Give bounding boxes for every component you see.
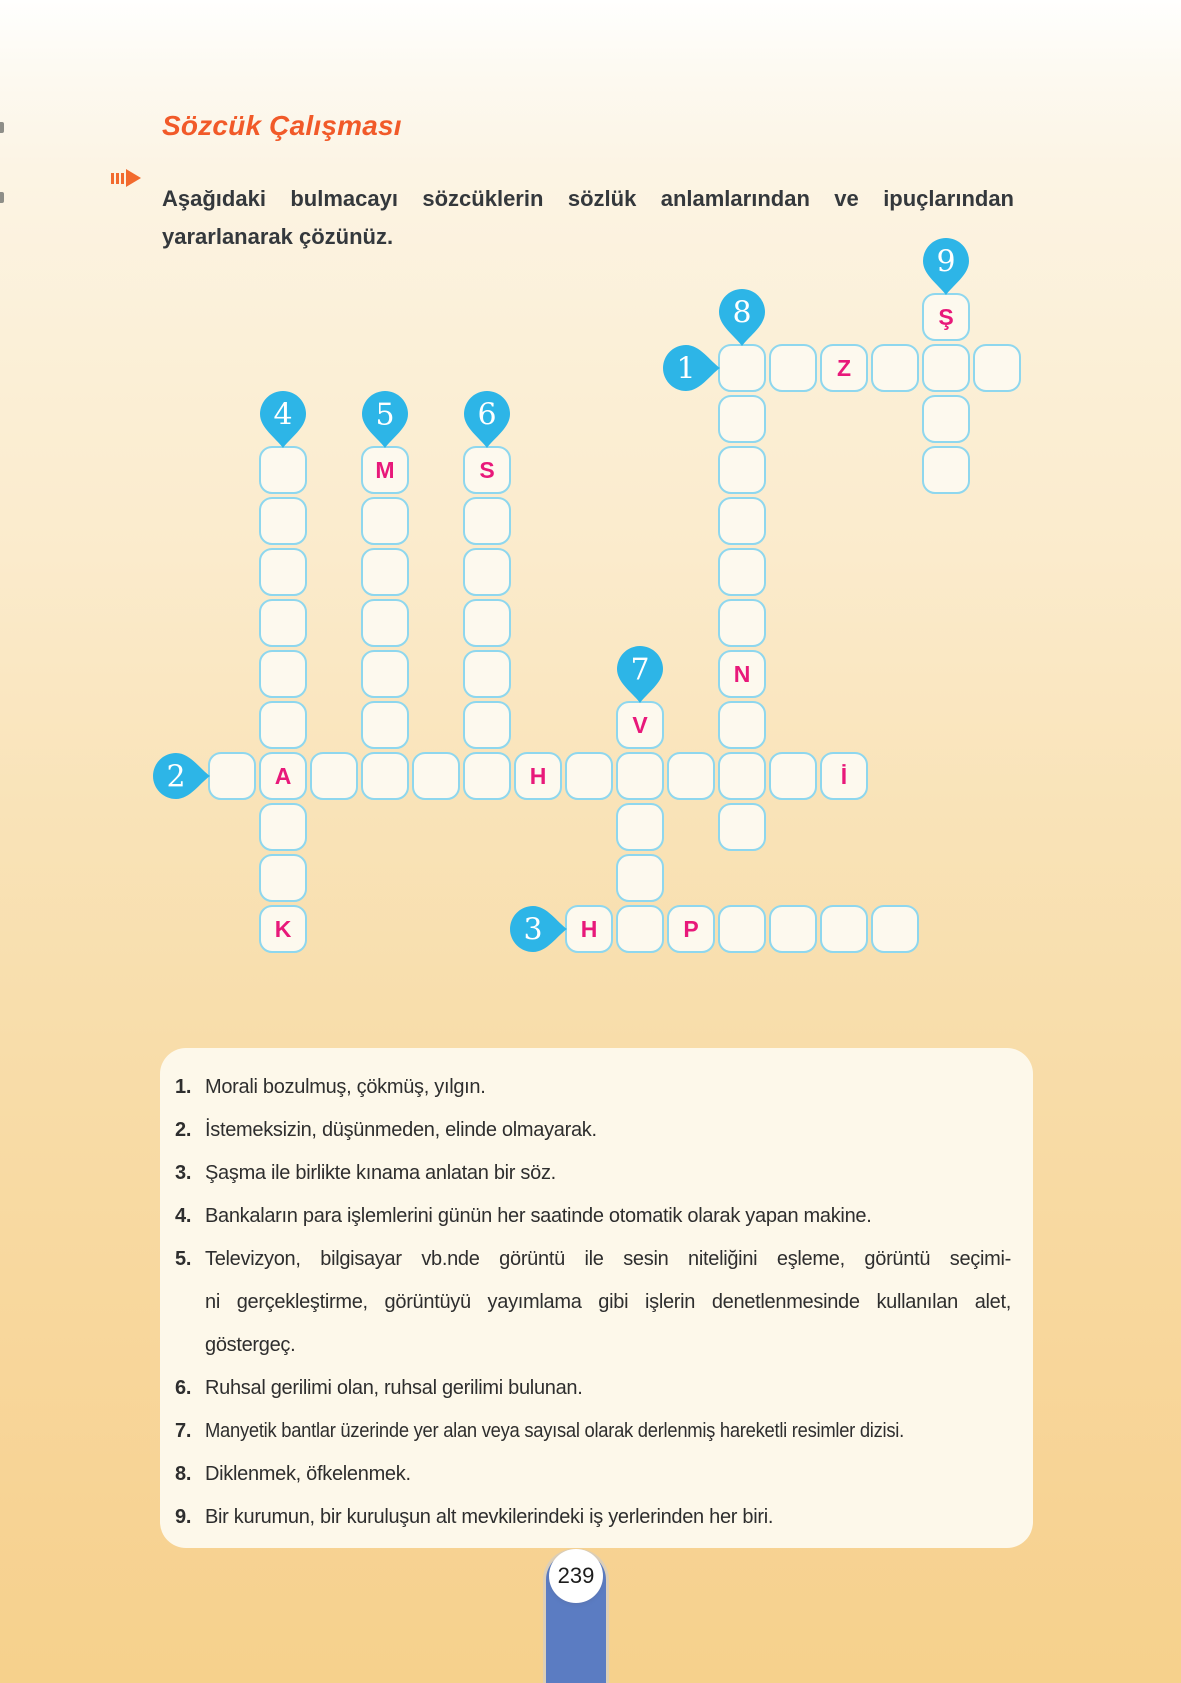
puzzle-cell[interactable] <box>259 752 307 800</box>
cell-letter: N <box>733 660 751 687</box>
clue-text: Şaşma ile birlikte kınama anlatan bir söz. <box>205 1162 556 1184</box>
puzzle-cell[interactable] <box>820 905 868 953</box>
cell-letter: İ <box>840 762 848 789</box>
puzzle-cell[interactable] <box>310 752 358 800</box>
clue-text: Televizyon, bilgisayar vb.nde görüntü ile sesin niteliğini eşleme, görüntü seçimi- ni gerçekleştirme, görüntüyü yayımlama gibi işlerin denetlenmesinde kullanılan alet, göstergeç. <box>205 1248 1011 1356</box>
svg-text:3: 3 <box>523 912 543 948</box>
puzzle-cell[interactable] <box>361 701 409 749</box>
puzzle-cell[interactable] <box>718 344 766 392</box>
clue-marker-6 <box>456 388 518 450</box>
puzzle-cell[interactable] <box>718 395 766 443</box>
clue-number: 9. <box>175 1506 192 1528</box>
clue-item <box>175 1109 1013 1152</box>
puzzle-cell[interactable] <box>718 752 766 800</box>
puzzle-cell[interactable] <box>361 599 409 647</box>
clue-marker-5 <box>354 388 416 450</box>
clue-number: 1. <box>175 1076 192 1098</box>
puzzle-cell[interactable] <box>361 650 409 698</box>
clue-item <box>175 1496 1013 1539</box>
clue-number: 7. <box>175 1420 192 1442</box>
puzzle-cell[interactable] <box>208 752 256 800</box>
puzzle-cell[interactable] <box>463 599 511 647</box>
arrow-bar <box>111 173 114 184</box>
clue-number: 2. <box>175 1119 192 1141</box>
puzzle-cell[interactable] <box>361 446 409 494</box>
balloon-marker-icon <box>915 235 977 297</box>
clue-item <box>175 1195 1013 1238</box>
cell-letter: Z <box>836 354 852 381</box>
clue-number: 4. <box>175 1205 192 1227</box>
puzzle-cell[interactable] <box>667 905 715 953</box>
puzzle-cell[interactable] <box>514 752 562 800</box>
puzzle-cell[interactable] <box>259 803 307 851</box>
clue-text: Diklenmek, öfkelenmek. <box>205 1463 411 1485</box>
arrow-icon <box>111 169 141 187</box>
puzzle-cell[interactable] <box>361 548 409 596</box>
puzzle-cell[interactable] <box>259 497 307 545</box>
puzzle-cell[interactable] <box>922 446 970 494</box>
puzzle-cell[interactable] <box>718 905 766 953</box>
clue-item <box>175 1367 1013 1410</box>
clue-text: Bir kurumun, bir kuruluşun alt mevkilerindeki iş yerlerinden her biri. <box>205 1506 774 1528</box>
puzzle-cell[interactable] <box>718 599 766 647</box>
balloon-marker-icon <box>609 643 671 705</box>
puzzle-cell[interactable] <box>820 752 868 800</box>
puzzle-cell[interactable] <box>871 905 919 953</box>
clue-number: 8. <box>175 1463 192 1485</box>
puzzle-cell[interactable] <box>871 344 919 392</box>
puzzle-cell[interactable] <box>412 752 460 800</box>
balloon-marker-icon <box>507 898 569 960</box>
clue-marker-9 <box>915 235 977 297</box>
cell-letter: P <box>683 915 699 942</box>
svg-text:7: 7 <box>630 652 650 688</box>
page-edge-mark <box>0 192 4 203</box>
puzzle-cell[interactable] <box>259 905 307 953</box>
svg-text:9: 9 <box>936 244 956 280</box>
page-number-badge <box>549 1549 603 1603</box>
puzzle-cell[interactable] <box>565 752 613 800</box>
puzzle-cell[interactable] <box>361 752 409 800</box>
puzzle-cell[interactable] <box>259 446 307 494</box>
clue-text: Manyetik bantlar üzerinde yer alan veya sayısal olarak derlenmiş hareketli resimler dizisi. <box>205 1420 904 1442</box>
puzzle-cell[interactable] <box>259 650 307 698</box>
puzzle-cell[interactable] <box>361 497 409 545</box>
clue-text: Ruhsal gerilimi olan, ruhsal gerilimi bulunan. <box>205 1377 583 1399</box>
cell-letter: H <box>580 915 598 942</box>
cell-letter: Ş <box>938 303 954 330</box>
puzzle-cell[interactable] <box>718 446 766 494</box>
arrow-bar <box>116 173 119 184</box>
puzzle-cell[interactable] <box>463 446 511 494</box>
puzzle-cell[interactable] <box>259 548 307 596</box>
svg-text:4: 4 <box>273 397 293 433</box>
clue-number: 5. <box>175 1248 192 1270</box>
clue-text: Bankaların para işlemlerini günün her saatinde otomatik olarak yapan makine. <box>205 1205 872 1227</box>
clue-item <box>175 1453 1013 1496</box>
cell-letter: S <box>479 456 495 483</box>
puzzle-cell[interactable] <box>259 599 307 647</box>
clue-item <box>175 1152 1013 1195</box>
puzzle-cell[interactable] <box>463 548 511 596</box>
puzzle-cell[interactable] <box>718 497 766 545</box>
clue-number: 6. <box>175 1377 192 1399</box>
balloon-marker-icon <box>252 388 314 450</box>
puzzle-cell[interactable] <box>769 752 817 800</box>
puzzle-cell[interactable] <box>718 803 766 851</box>
instruction-text: Aşağıdaki bulmacayı sözcüklerin sözlük anlamlarından ve ipuçlarından yararlanarak çözünüz. <box>162 186 1014 249</box>
puzzle-cell[interactable] <box>616 752 664 800</box>
svg-text:5: 5 <box>375 397 395 433</box>
cell-letter: K <box>274 915 292 942</box>
puzzle-cell[interactable] <box>463 752 511 800</box>
puzzle-cell[interactable] <box>565 905 613 953</box>
arrow-bar <box>121 173 124 184</box>
puzzle-cell[interactable] <box>718 650 766 698</box>
cell-letter: M <box>375 456 395 483</box>
clue-marker-3 <box>507 898 569 960</box>
page-edge-mark <box>0 122 4 133</box>
arrow-head <box>126 169 141 187</box>
clue-marker-7 <box>609 643 671 705</box>
cell-letter: V <box>632 711 648 738</box>
clue-number: 3. <box>175 1162 192 1184</box>
puzzle-cell[interactable] <box>616 854 664 902</box>
clue-item <box>175 1238 1013 1367</box>
clue-item <box>175 1410 1013 1453</box>
clue-marker-2 <box>150 745 212 807</box>
clue-text: Morali bozulmuş, çökmüş, yılgın. <box>205 1076 486 1098</box>
puzzle-cell[interactable] <box>616 803 664 851</box>
clue-marker-4 <box>252 388 314 450</box>
puzzle-cell[interactable] <box>922 293 970 341</box>
puzzle-cell[interactable] <box>922 344 970 392</box>
balloon-marker-icon <box>456 388 518 450</box>
cell-letter: A <box>274 762 292 789</box>
puzzle-cell[interactable] <box>667 752 715 800</box>
clue-item <box>175 1066 1013 1109</box>
svg-text:8: 8 <box>732 295 752 331</box>
cell-letter: H <box>529 762 547 789</box>
svg-text:1: 1 <box>676 351 696 387</box>
puzzle-cell[interactable] <box>463 497 511 545</box>
puzzle-cell[interactable] <box>769 344 817 392</box>
svg-text:2: 2 <box>166 759 186 795</box>
puzzle-cell[interactable] <box>463 650 511 698</box>
balloon-marker-icon <box>150 745 212 807</box>
page-title: Sözcük Çalışması <box>162 110 402 141</box>
page-number: 239 <box>557 1563 595 1588</box>
puzzle-cell[interactable] <box>718 701 766 749</box>
clue-list <box>160 1048 1033 1548</box>
balloon-marker-icon <box>711 286 773 348</box>
puzzle-cell[interactable] <box>973 344 1021 392</box>
puzzle-cell[interactable] <box>616 905 664 953</box>
puzzle-cell[interactable] <box>820 344 868 392</box>
clue-marker-8 <box>711 286 773 348</box>
puzzle-cell[interactable] <box>259 701 307 749</box>
puzzle-cell[interactable] <box>922 395 970 443</box>
puzzle-cell[interactable] <box>463 701 511 749</box>
puzzle-cell[interactable] <box>616 701 664 749</box>
balloon-marker-icon <box>354 388 416 450</box>
svg-text:6: 6 <box>477 397 497 433</box>
puzzle-cell[interactable] <box>259 854 307 902</box>
puzzle-cell[interactable] <box>718 548 766 596</box>
puzzle-cell[interactable] <box>769 905 817 953</box>
clue-text: İstemeksizin, düşünmeden, elinde olmayarak. <box>205 1119 597 1141</box>
